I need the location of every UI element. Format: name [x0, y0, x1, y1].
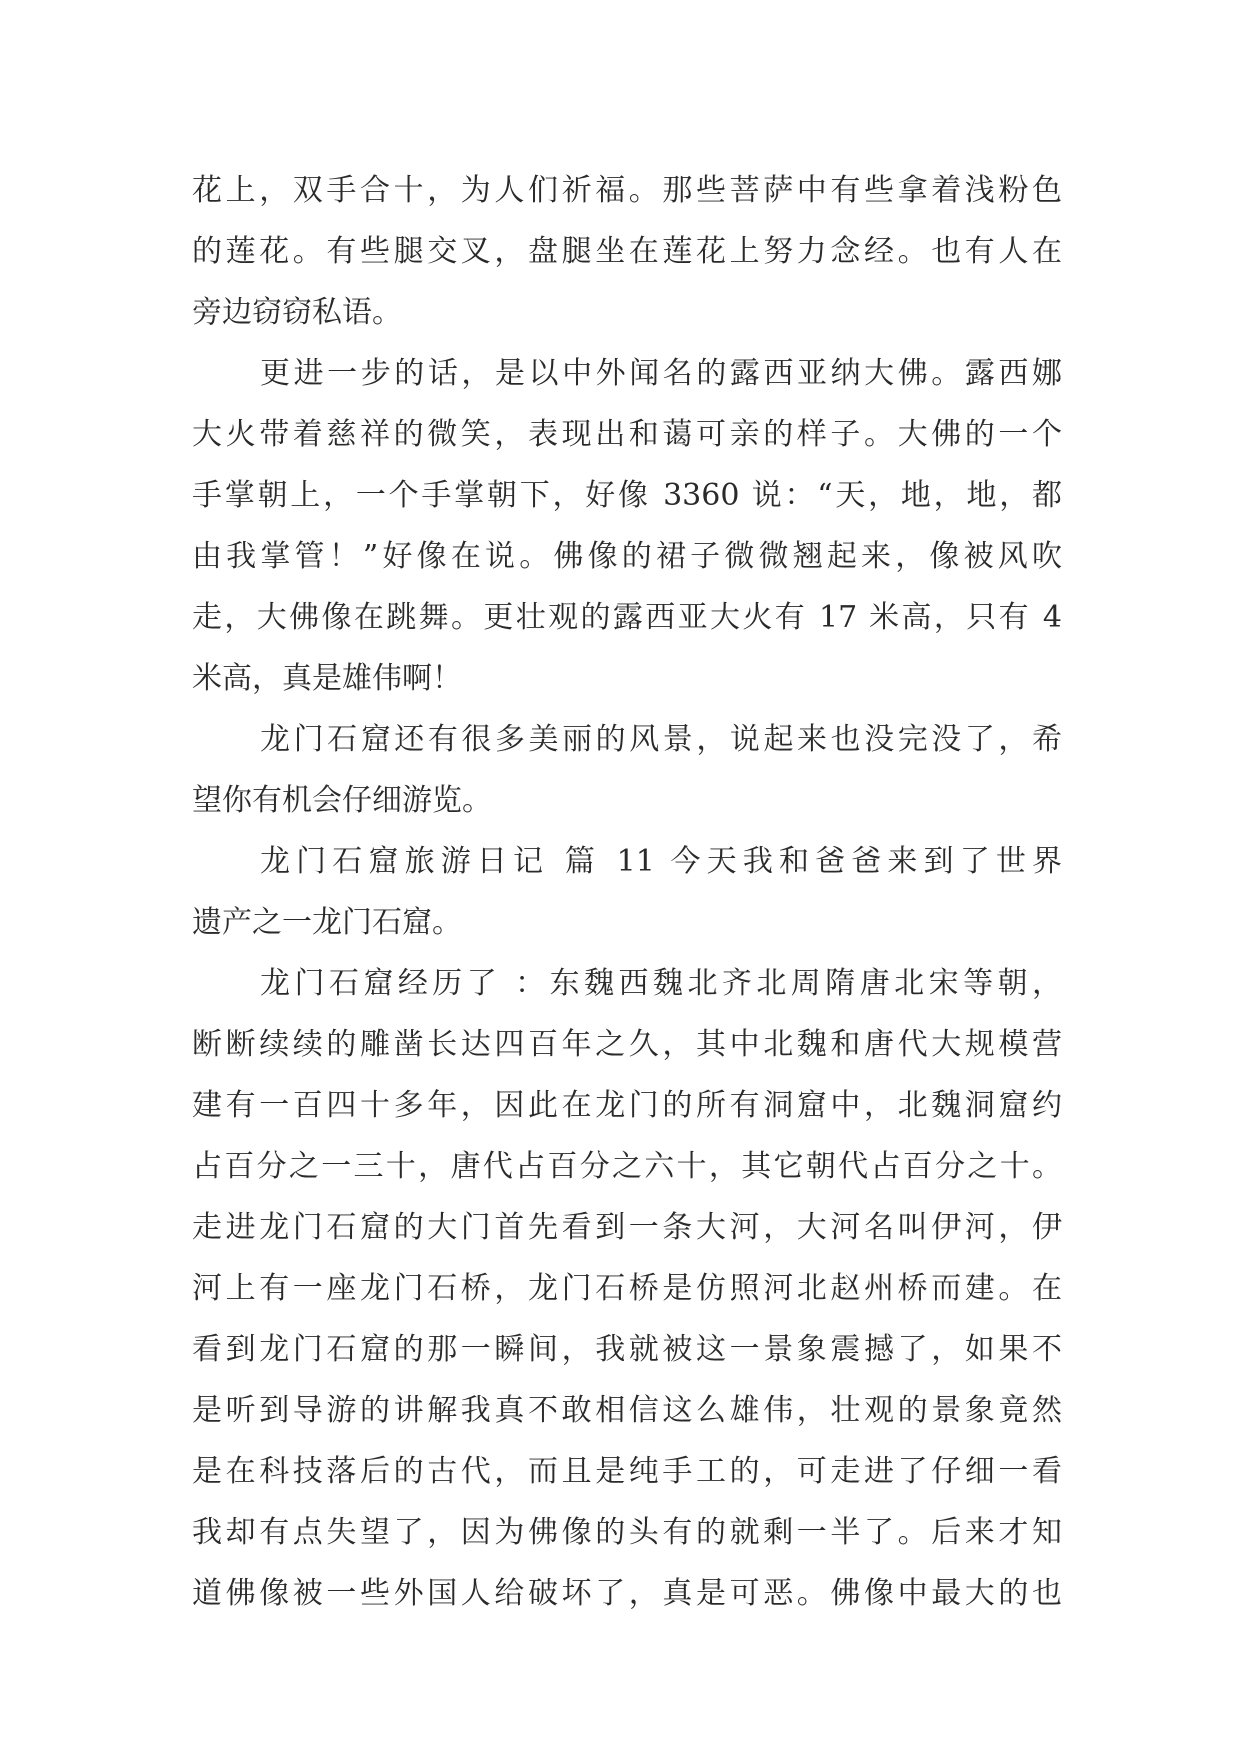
text-line: 是在科技落后的古代，而且是纯手工的，可走进了仔细一看: [192, 1454, 1062, 1489]
body-text: [192, 160, 1062, 1624]
text-line: 是听到导游的讲解我真不敢相信这么雄伟，壮观的景象竟然: [192, 1393, 1062, 1428]
text-line: 的莲花。有些腿交叉，盘腿坐在莲花上努力念经。也有人在: [192, 234, 1062, 269]
text-line: 走，大佛像在跳舞。更壮观的露西亚大火有 17 米高，只有 4: [192, 600, 1062, 635]
text-line: 龙门石窟经历了 ：东魏西魏北齐北周隋唐北宋等朝，: [260, 966, 1062, 1001]
text-line: 龙门石窟旅游日记 篇 11 今天我和爸爸来到了世界: [260, 844, 1062, 879]
text-line: 断断续续的雕凿长达四百年之久，其中北魏和唐代大规模营: [192, 1027, 1062, 1062]
text-line: 道佛像被一些外国人给破坏了，真是可恶。佛像中最大的也: [192, 1576, 1062, 1611]
text-line: 走进龙门石窟的大门首先看到一条大河，大河名叫伊河，伊: [192, 1210, 1062, 1245]
text-line: 旁边窃窃私语。: [192, 295, 402, 330]
text-line: 大火带着慈祥的微笑，表现出和蔼可亲的样子。大佛的一个: [192, 417, 1062, 452]
text-line: 我却有点失望了，因为佛像的头有的就剩一半了。后来才知: [192, 1515, 1062, 1550]
text-line: 手掌朝上，一个手掌朝下，好像 3360 说：“天，地，地，都: [192, 478, 1062, 513]
text-line: 龙门石窟还有很多美丽的风景，说起来也没完没了，希: [260, 722, 1062, 757]
text-line: 遗产之一龙门石窟。: [192, 905, 462, 940]
text-line: 米高，真是雄伟啊！: [192, 661, 462, 696]
text-line: 花上，双手合十，为人们祈福。那些菩萨中有些拿着浅粉色: [192, 173, 1062, 208]
text-line: 由我掌管！”好像在说。佛像的裙子微微翘起来，像被风吹: [192, 539, 1062, 574]
text-line: 望你有机会仔细游览。: [192, 783, 492, 818]
text-line: 看到龙门石窟的那一瞬间，我就被这一景象震撼了，如果不: [192, 1332, 1062, 1367]
text-line: 建有一百四十多年，因此在龙门的所有洞窟中，北魏洞窟约: [192, 1088, 1062, 1123]
text-line: 占百分之一三十，唐代占百分之六十，其它朝代占百分之十。: [192, 1149, 1062, 1184]
text-line: 河上有一座龙门石桥，龙门石桥是仿照河北赵州桥而建。在: [192, 1271, 1062, 1306]
text-line: 更进一步的话，是以中外闻名的露西亚纳大佛。露西娜: [260, 356, 1062, 391]
